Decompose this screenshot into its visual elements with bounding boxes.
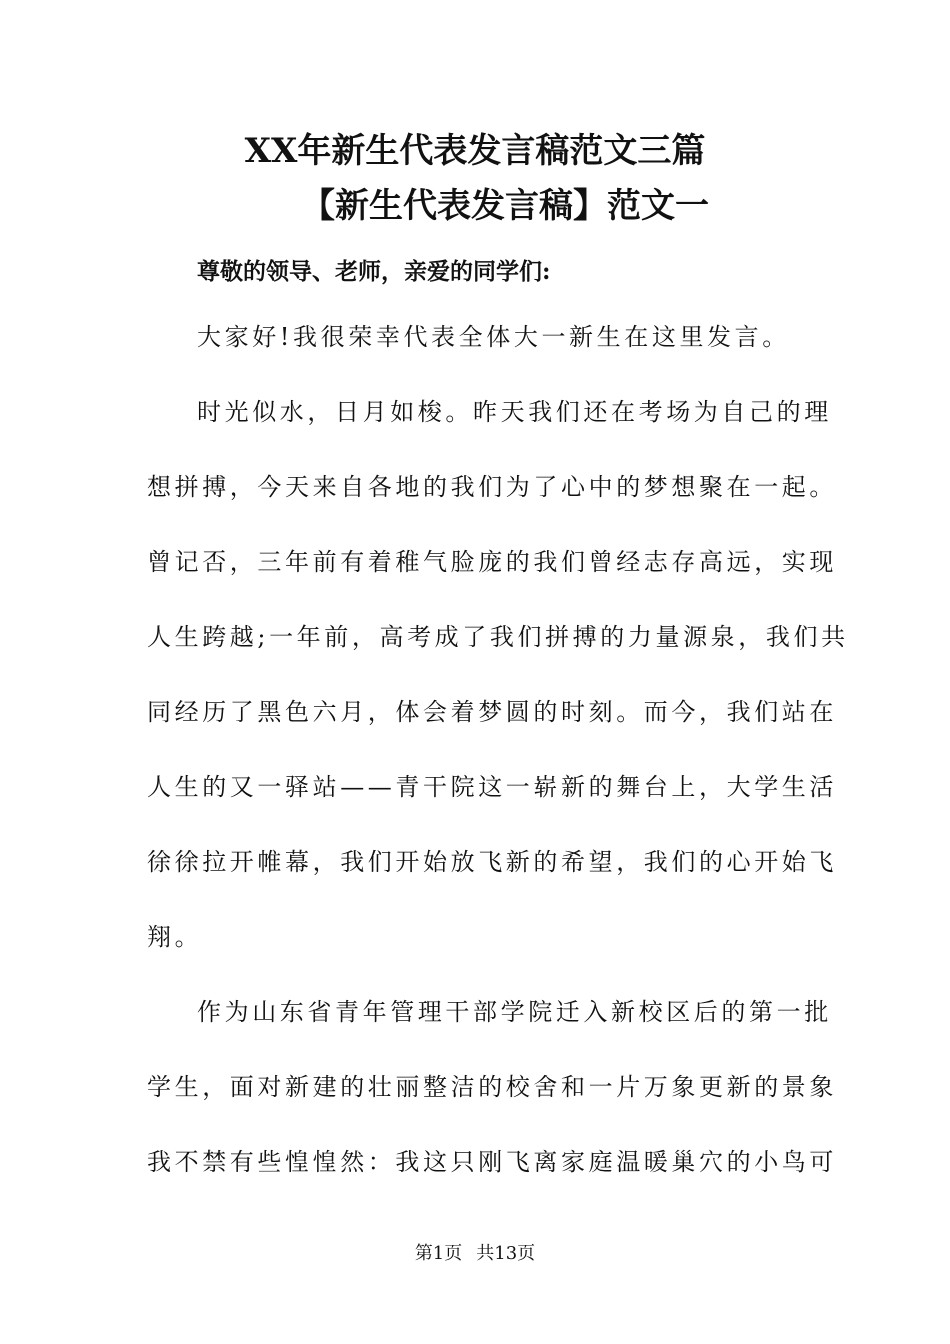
body-line: 人生的又一驿站——青干院这一崭新的舞台上，大学生活: [147, 773, 837, 801]
body-line: 大家好!我很荣幸代表全体大一新生在这里发言。: [197, 323, 790, 351]
body-line: 我不禁有些惶惶然：我这只刚飞离家庭温暖巢穴的小鸟可: [147, 1148, 837, 1176]
body-line: 想拼搏，今天来自各地的我们为了心中的梦想聚在一起。: [147, 473, 837, 501]
body-line: 同经历了黑色六月，体会着梦圆的时刻。而今，我们站在: [147, 698, 837, 726]
page-footer: [0, 1242, 950, 1266]
body-line: 人生跨越;一年前，高考成了我们拼搏的力量源泉，我们共: [147, 623, 849, 651]
document-title: XX年新生代表发言稿范文三篇: [244, 131, 706, 171]
body-line: 曾记否，三年前有着稚气脸庞的我们曾经志存高远，实现: [147, 548, 837, 576]
body-line: 徐徐拉开帷幕，我们开始放飞新的希望，我们的心开始飞: [147, 848, 837, 876]
body-line: 学生，面对新建的壮丽整洁的校舍和一片万象更新的景象: [147, 1073, 837, 1101]
body-line: 时光似水，日月如梭。昨天我们还在考场为自己的理: [197, 398, 832, 426]
body-line: 翔。: [147, 923, 203, 951]
document-subtitle: 【新生代表发言稿】范文一: [301, 186, 709, 226]
salutation: 尊敬的领导、老师，亲爱的同学们:: [197, 258, 551, 285]
page-total: 共13页: [476, 1243, 536, 1264]
body-line: 作为山东省青年管理干部学院迁入新校区后的第一批: [197, 998, 832, 1026]
page-number: 第1页: [414, 1243, 463, 1264]
